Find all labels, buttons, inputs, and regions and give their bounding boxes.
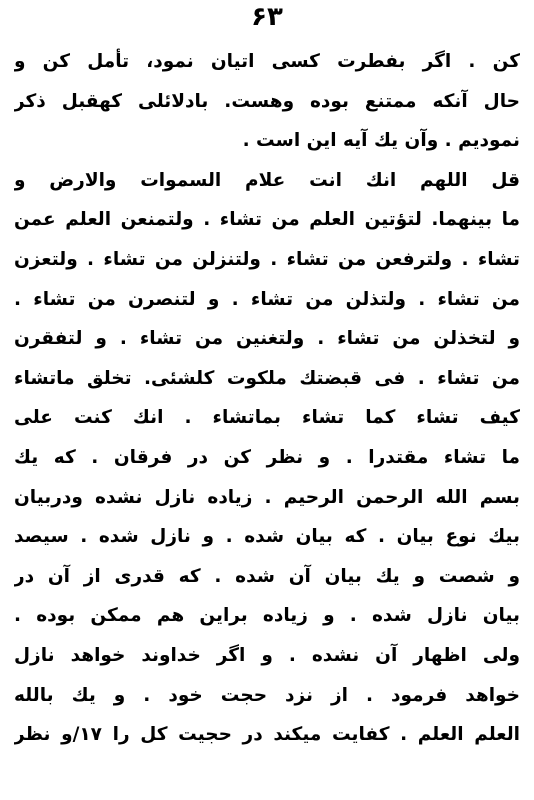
text-line: ما تشاء مقتدرا . و نظر کن در فرقان . که یك — [14, 446, 520, 468]
text-line: کن . اگر بفطرت کسی اتیان نمود، تأمل کن و — [14, 51, 520, 72]
text-line: خواهد فرمود . از نزد حجت خود . و یك بالله — [14, 684, 520, 706]
text-line: نمودیم . وآن یك آیه این است . — [242, 130, 520, 152]
body-text — [14, 42, 520, 755]
text-line: قل اللهم انك انت علام السموات والارض و — [14, 169, 520, 191]
text-line: و شصت و یك بیان آن شده . که قدری از آن در — [14, 565, 520, 587]
text-line: بیان نازل شده . و زیاده براین هم ممکن بوده . — [14, 605, 520, 627]
text-line: حال آنکه ممتنع بوده وهست. بادلائلی کهقبل ذکر — [14, 90, 520, 112]
text-line: من تشاء . فی قبضتك ملکوت کلشئی. تخلق ماتشاء — [14, 367, 520, 389]
text-line: بیك نوع بیان . که بیان شده . و نازل شده . سیصد — [14, 526, 520, 548]
text-line: ما بینهما. لتؤتین العلم من تشاء . ولتمنعن العلم عمن — [14, 209, 520, 231]
text-line: ولی اظهار آن نشده . و اگر خداوند خواهد نازل — [14, 644, 520, 666]
text-line: العلم العلم . کفایت میکند در حجیت کل را ١٧/و نظر — [14, 724, 520, 746]
page-number: ۶۳ — [251, 2, 283, 32]
text-line: تشاء . ولترفعن من تشاء . ولتنزلن من تشاء . ولتعزن — [14, 248, 520, 270]
text-line: و لتخذلن من تشاء . ولتغنین من تشاء . و لتفقرن — [14, 328, 520, 350]
text-line: من تشاء . ولتذلن من تشاء . و لتنصرن من تشاء . — [14, 288, 520, 310]
text-line: کیف تشاء کما تشاء بماتشاء . انك کنت علی — [14, 407, 520, 429]
text-line: بسم الله الرحمن الرحیم . زیاده نازل نشده ودربیان — [14, 486, 520, 508]
